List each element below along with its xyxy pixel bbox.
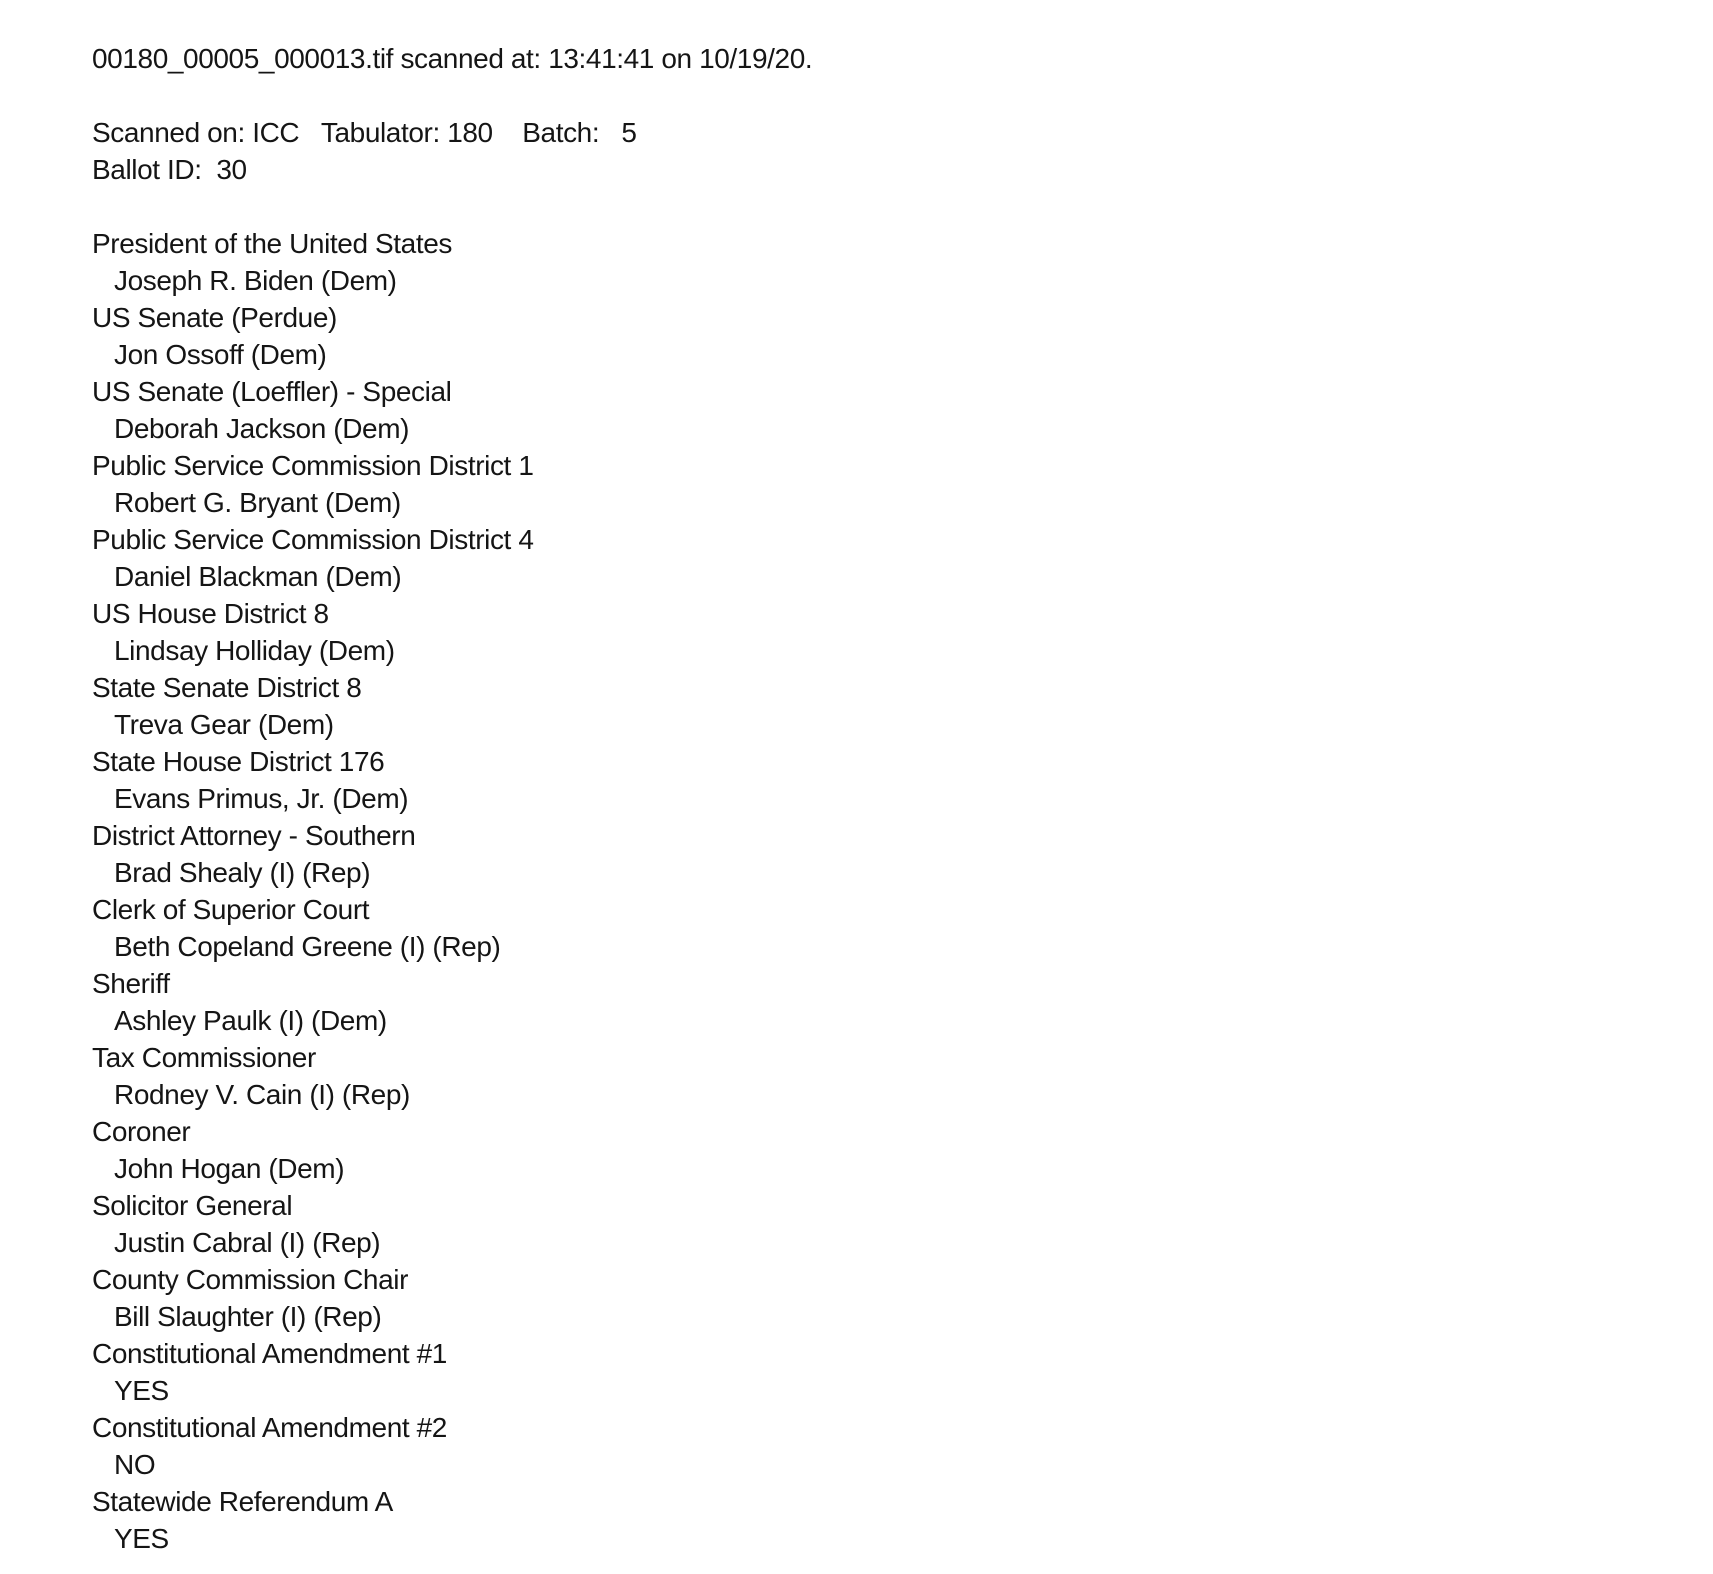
blank-line (92, 77, 1673, 114)
contest-selection: Ashley Paulk (I) (Dem) (114, 1005, 387, 1036)
contest-row (92, 299, 1673, 373)
contest-title: Public Service Commission District 4 (92, 524, 534, 555)
contest-row (92, 1187, 1673, 1261)
contest-selection: Beth Copeland Greene (I) (Rep) (114, 931, 501, 962)
contest-title: Tax Commissioner (92, 1042, 316, 1073)
contest-row (92, 225, 1673, 299)
contest-row (92, 891, 1673, 965)
contest-title: US Senate (Perdue) (92, 302, 337, 333)
contest-row (92, 1409, 1673, 1483)
contest-row (92, 373, 1673, 447)
contest-row (92, 1113, 1673, 1187)
contest-selection: Lindsay Holliday (Dem) (114, 635, 395, 666)
scan-filename-line: 00180_00005_000013.tif scanned at: 13:41:41 on 10/19/20. (92, 43, 813, 74)
contest-selection: NO (114, 1449, 156, 1480)
contest-selection: Treva Gear (Dem) (114, 709, 334, 740)
contest-selection: Rodney V. Cain (I) (Rep) (114, 1079, 410, 1110)
contest-selection: Evans Primus, Jr. (Dem) (114, 783, 409, 814)
scan-meta-line: Scanned on: ICC Tabulator: 180 Batch: 5 (92, 117, 637, 148)
contest-row (92, 669, 1673, 743)
contest-selection: Joseph R. Biden (Dem) (114, 265, 397, 296)
contest-row (92, 447, 1673, 521)
contest-title: District Attorney - Southern (92, 820, 416, 851)
contest-selection: Justin Cabral (I) (Rep) (114, 1227, 381, 1258)
contest-selection: Daniel Blackman (Dem) (114, 561, 402, 592)
blank-line (92, 188, 1673, 225)
contest-selection: Brad Shealy (I) (Rep) (114, 857, 371, 888)
contest-selection: Robert G. Bryant (Dem) (114, 487, 401, 518)
contest-selection: YES (114, 1375, 169, 1406)
contest-selection: Deborah Jackson (Dem) (114, 413, 410, 444)
contest-row (92, 1261, 1673, 1335)
contest-title: Sheriff (92, 968, 170, 999)
contest-selection: Bill Slaughter (I) (Rep) (114, 1301, 382, 1332)
contest-title: Constitutional Amendment #2 (92, 1412, 447, 1443)
contest-title: State Senate District 8 (92, 672, 362, 703)
contest-row (92, 521, 1673, 595)
contest-title: Coroner (92, 1116, 191, 1147)
contest-title: Public Service Commission District 1 (92, 450, 534, 481)
contest-title: County Commission Chair (92, 1264, 409, 1295)
contest-title: US Senate (Loeffler) - Special (92, 376, 452, 407)
contest-row (92, 595, 1673, 669)
contest-row (92, 817, 1673, 891)
contest-title: US House District 8 (92, 598, 329, 629)
contest-selection: Jon Ossoff (Dem) (114, 339, 327, 370)
contest-title: President of the United States (92, 228, 452, 259)
contest-row (92, 1483, 1673, 1557)
ballot-id-line: Ballot ID: 30 (92, 154, 247, 185)
contest-selection: YES (114, 1523, 169, 1554)
contest-title: State House District 176 (92, 746, 385, 777)
contest-row (92, 743, 1673, 817)
contest-selection: John Hogan (Dem) (114, 1153, 345, 1184)
contest-title: Constitutional Amendment #1 (92, 1338, 447, 1369)
contest-title: Statewide Referendum A (92, 1486, 393, 1517)
contest-row (92, 965, 1673, 1039)
contest-title: Solicitor General (92, 1190, 293, 1221)
contest-row (92, 1335, 1673, 1409)
contest-title: Clerk of Superior Court (92, 894, 370, 925)
contest-row (92, 1039, 1673, 1113)
